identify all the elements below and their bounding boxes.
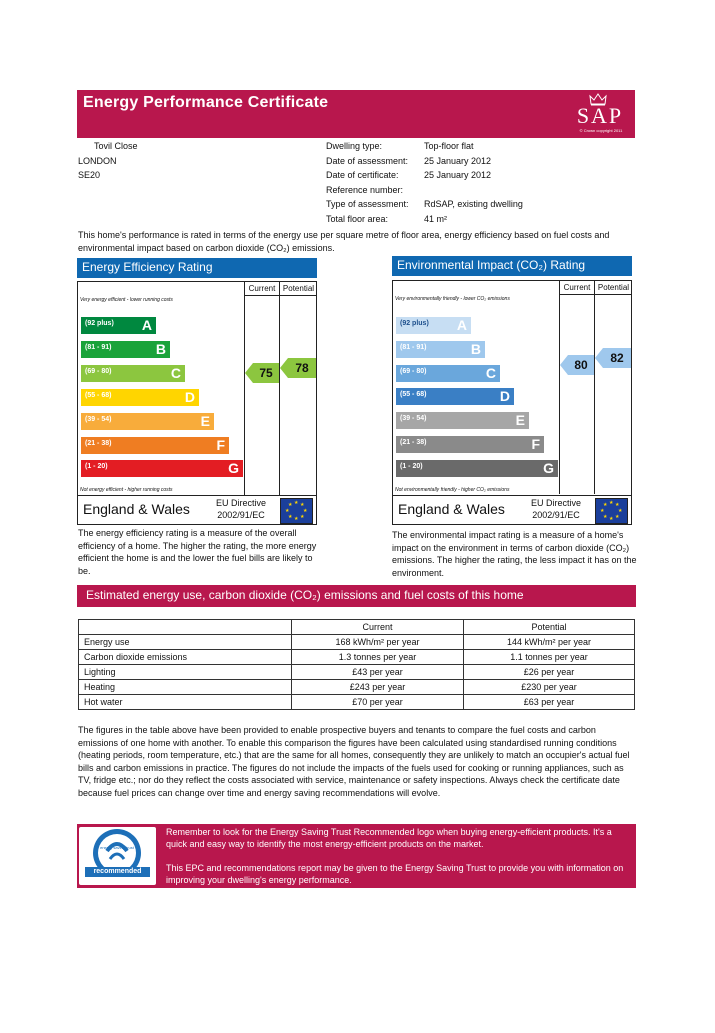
table-row [79, 680, 635, 695]
detail-label: Date of assessment: [326, 155, 409, 166]
environmental-potential-header: Potential [594, 281, 632, 295]
environmental-directive: EU Directive 2002/91/EC [530, 498, 581, 520]
row-label: Lighting [79, 665, 292, 680]
detail-value: Top-floor flat [424, 141, 474, 151]
energy-saving-banner [77, 824, 636, 888]
efficiency-band-a: (92 plus) A [81, 317, 156, 334]
environmental-band-a: (92 plus) A [396, 317, 471, 334]
banner-line: Remember to look for the Energy Saving Trust Recommended logo when buying energy-efficient products. It's a quick and easy way to identify the most energy-efficient products on the market. [166, 827, 612, 849]
row-potential: 144 kWh/m² per year [464, 635, 635, 650]
footer-divider [78, 495, 316, 496]
environmental-band-g: (1 - 20) G [396, 460, 558, 477]
table-row [79, 665, 635, 680]
efficiency-band-c: (69 - 80) C [81, 365, 185, 382]
address-line: LONDON [78, 155, 117, 166]
row-label: Heating [79, 680, 292, 695]
detail-label: Reference number: [326, 184, 404, 195]
energy-saving-trust-icon [79, 827, 156, 885]
efficiency-band-g: (1 - 20) G [81, 460, 243, 477]
detail-label: Date of certificate: [326, 170, 399, 180]
table-row [79, 650, 635, 665]
environmental-region: England & Wales [398, 501, 505, 517]
sap-logo [567, 92, 631, 136]
row-label: Carbon dioxide emissions [79, 650, 292, 665]
detail-label: Type of assessment: [326, 199, 409, 209]
page-title: Energy Performance Certificate [83, 94, 329, 111]
environmental-band-e: (39 - 54) E [396, 412, 529, 429]
row-potential: £63 per year [464, 695, 635, 710]
dwelling-details [326, 139, 636, 226]
detail-value: 25 January 2012 [424, 155, 492, 166]
efficiency-potential-header: Potential [279, 282, 317, 296]
row-label: Hot water [79, 695, 292, 710]
efficiency-rating-chart [77, 281, 317, 525]
detail-value: 41 m² [424, 213, 448, 224]
logo-label: recommended [93, 868, 142, 875]
address-line: SE20 [78, 170, 101, 180]
banner-text [166, 826, 632, 886]
row-potential: 1.1 tonnes per year [464, 650, 635, 665]
logo-top-text: energy saving trust [100, 845, 134, 850]
explanation-text: The figures in the table above have been provided to enable prospective buyers and tenants to compare the fuel costs and carbon emissions of one home with another. To enable this comparison the figures have been calculated using standardised running conditions (heating periods, room temperature, etc.) that are the same for all homes, consequently they are unlikely to match an occupier's actual fuel bills and carbon emissions in practice. The figures do not include the impacts of the fuels used for cooking or running appliances, such as TV, fridge etc.; nor do they reflect the costs associated with service, maintenance or safety inspections. Always check the certificate date because fuel prices can change over time and energy saving recommendations will evolve. [78, 725, 630, 798]
table-header-row [79, 620, 635, 635]
sap-copyright: © Crown copyright 2011 [579, 128, 623, 133]
estimates-table [78, 619, 635, 710]
detail-row [326, 183, 636, 198]
banner-line: This EPC and recommendations report may be given to the Energy Saving Trust to provide you with information on improving your dwelling's energy performance. [166, 863, 624, 885]
environmental-top-note: Very environmentally friendly - lower CO₂ emissions [395, 296, 510, 302]
intro-text: This home's performance is rated in terms of the energy use per square metre of floor area, energy efficiency based on fuel costs and environmental impact based on carbon dioxide (CO₂) emissions. [78, 230, 610, 253]
efficiency-current-header: Current [244, 282, 279, 296]
column-divider [279, 295, 280, 495]
row-current: 168 kWh/m² per year [292, 635, 464, 650]
detail-row [326, 139, 636, 154]
address-block [78, 139, 278, 183]
row-label: Energy use [79, 635, 292, 650]
efficiency-top-note: Very energy efficient - lower running costs [80, 297, 173, 303]
address-line: Tovil Close [94, 141, 138, 151]
environmental-band-b: (81 - 91) B [396, 341, 485, 358]
eu-flag-icon: ★ ★ ★ ★ ★ ★ ★ ★ [280, 498, 313, 524]
table-row [79, 635, 635, 650]
table-header-potential: Potential [464, 620, 635, 635]
certificate-header [77, 90, 635, 138]
row-current: £243 per year [292, 680, 464, 695]
environmental-current-value: 80 [574, 358, 588, 372]
efficiency-bottom-note: Not energy efficient - higher running costs [80, 487, 173, 493]
environmental-band-d: (55 - 68) D [396, 388, 514, 405]
sap-logo-text: SAP [576, 103, 624, 128]
detail-label: Dwelling type: [326, 141, 383, 151]
environmental-rating-title: Environmental Impact (CO₂) Rating [392, 256, 632, 276]
environmental-description: The environmental impact rating is a measure of a home's impact on the environment in terms of carbon dioxide (CO₂) emissions. The higher the rating, the less impact it has on the environment. [392, 530, 637, 578]
column-divider [594, 294, 595, 494]
table-header-current: Current [292, 620, 464, 635]
efficiency-band-d: (55 - 68) D [81, 389, 199, 406]
detail-row [326, 197, 636, 212]
table-row [79, 695, 635, 710]
estimates-section-title: Estimated energy use, carbon dioxide (CO₂) emissions and fuel costs of this home [77, 585, 636, 607]
efficiency-potential-value: 78 [295, 361, 309, 375]
eu-flag-icon: ★ ★ ★ ★ ★ ★ ★ ★ [595, 498, 628, 524]
environmental-band-c: (69 - 80) C [396, 365, 500, 382]
energy-saving-trust-logo [79, 827, 156, 885]
efficiency-region: England & Wales [83, 501, 190, 517]
row-potential: £26 per year [464, 665, 635, 680]
environmental-rating-chart [392, 280, 632, 525]
row-potential: £230 per year [464, 680, 635, 695]
column-divider [559, 294, 560, 494]
efficiency-rating-title: Energy Efficiency Rating [77, 258, 317, 278]
footer-divider [393, 495, 631, 496]
detail-label: Total floor area: [326, 213, 389, 224]
detail-row [326, 168, 636, 183]
environmental-band-f: (21 - 38) F [396, 436, 544, 453]
column-divider [244, 295, 245, 495]
row-current: £70 per year [292, 695, 464, 710]
detail-row [326, 212, 636, 227]
detail-value: 25 January 2012 [424, 170, 492, 180]
table-header-blank [79, 620, 292, 635]
efficiency-band-f: (21 - 38) F [81, 437, 229, 454]
environmental-current-header: Current [559, 281, 594, 295]
row-current: £43 per year [292, 665, 464, 680]
detail-value: RdSAP, existing dwelling [424, 199, 523, 209]
detail-row [326, 154, 636, 169]
environmental-bottom-note: Not environmentally friendly - higher CO₂ emissions [395, 487, 510, 493]
efficiency-band-e: (39 - 54) E [81, 413, 214, 430]
row-current: 1.3 tonnes per year [292, 650, 464, 665]
efficiency-current-value: 75 [259, 366, 273, 380]
efficiency-description: The energy efficiency rating is a measure of the overall efficiency of a home. The higher the rating, the more energy efficient the home is and the lower the fuel bills are likely to be. [78, 528, 317, 576]
environmental-potential-value: 82 [610, 351, 624, 365]
efficiency-directive: EU Directive 2002/91/EC [215, 498, 266, 520]
efficiency-band-b: (81 - 91) B [81, 341, 170, 358]
